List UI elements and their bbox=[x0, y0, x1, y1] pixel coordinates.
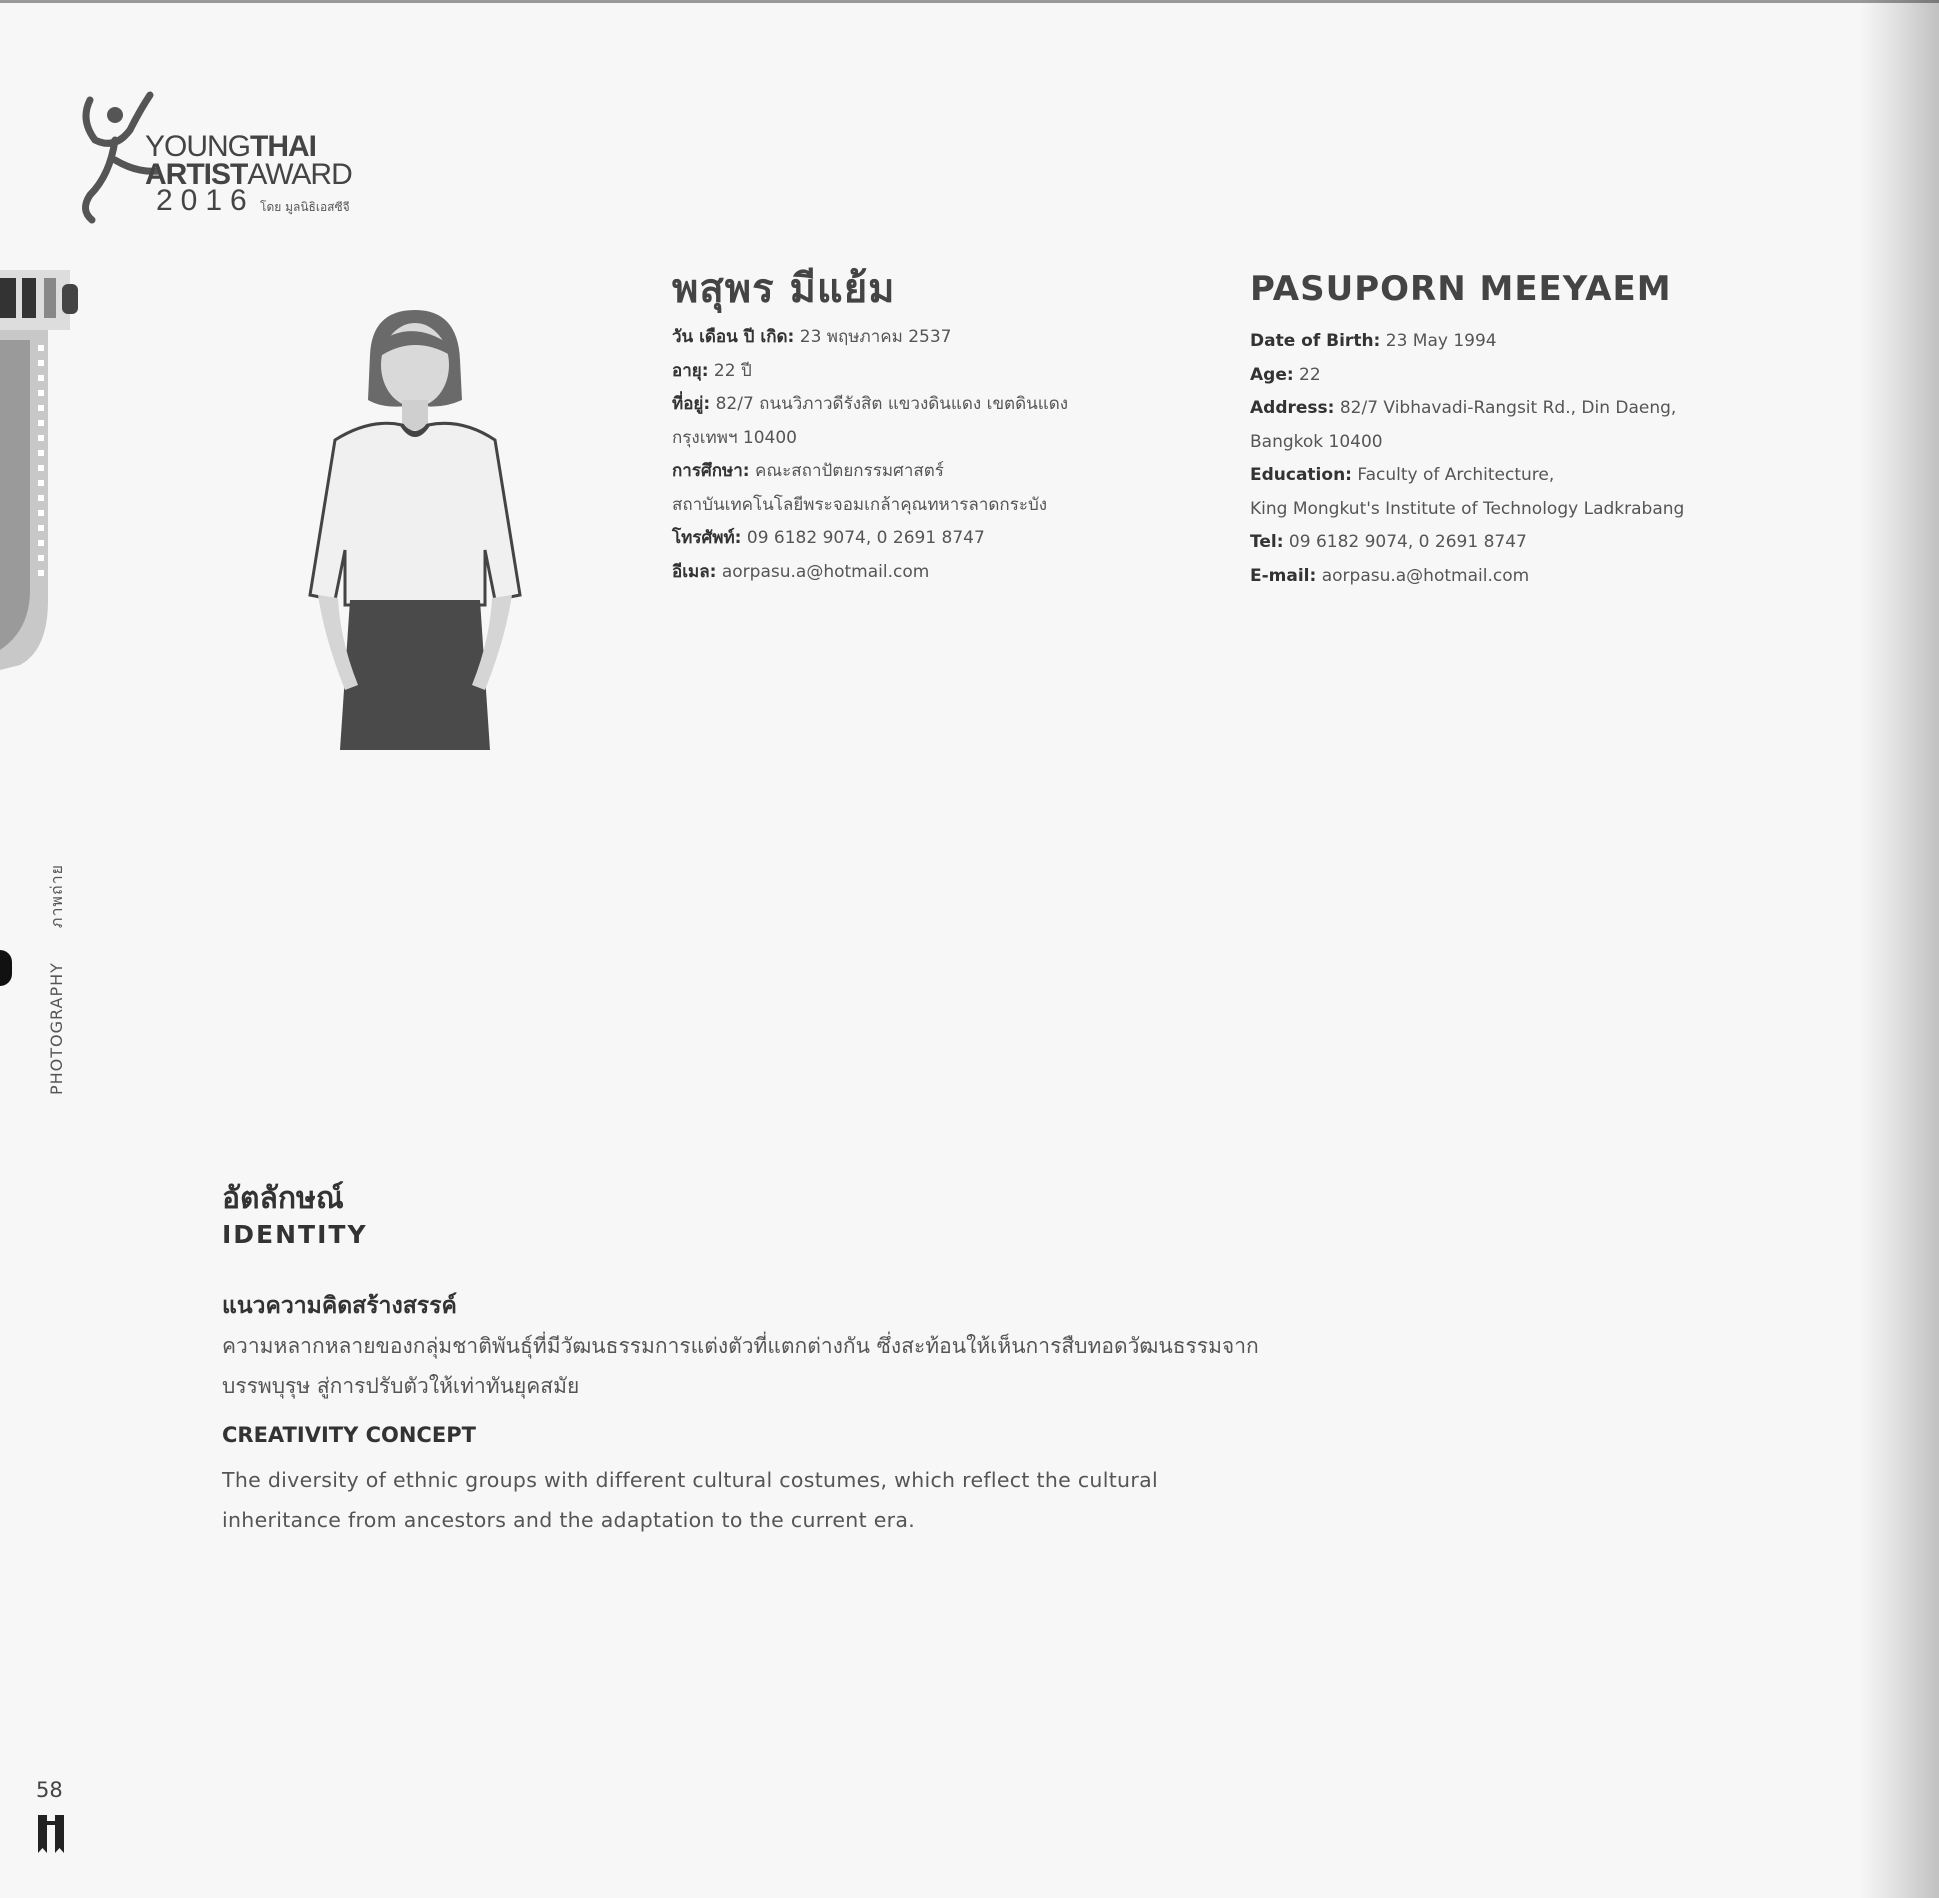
concept-body-thai: ความหลากหลายของกลุ่มชาติพันธุ์ที่มีวัฒนธรรมการแต่งตัวที่แตกต่างกัน ซึ่งสะท้อนให้เห็นการสืบทอดวัฒนธรรมจากบรรพบุรุษ สู่การปรับตัวให้เท่าทันยุคสมัย bbox=[222, 1334, 1259, 1398]
info-line-email: อีเมล: aorpasu.a@hotmail.com bbox=[672, 561, 930, 582]
top-edge-line bbox=[0, 0, 1939, 3]
logo-artist-award: ARTISTAWARD bbox=[145, 158, 352, 191]
info-line: โทรศัพท์: 09 6182 9074, 0 2691 8747 bbox=[672, 528, 985, 548]
identity-title-english: IDENTITY bbox=[222, 1220, 368, 1249]
artist-name-english: PASUPORN MEEYAEM bbox=[1250, 269, 1672, 309]
logo-young-thai: YOUNGTHAI bbox=[145, 130, 317, 163]
concept-title-thai: แนวความคิดสร้างสรรค์ bbox=[222, 1293, 457, 1319]
page-gutter-shadow bbox=[1859, 0, 1939, 1898]
page-number: 58 bbox=[36, 1778, 63, 1802]
identity-title-thai: อัตลักษณ์ bbox=[222, 1181, 344, 1216]
info-line: Address: 82/7 Vibhavadi-Rangsit Rd., Din Daeng, bbox=[1250, 398, 1677, 418]
info-line-email: E-mail: aorpasu.a@hotmail.com bbox=[1250, 565, 1530, 586]
info-line: ที่อยู่: 82/7 ถนนวิภาวดีรังสิต แขวงดินแดง เขตดินแดง bbox=[672, 394, 1069, 414]
filmstrip-decoration bbox=[0, 270, 80, 670]
concept-title-english: CREATIVITY CONCEPT bbox=[222, 1423, 476, 1447]
identity-section bbox=[222, 1180, 1282, 1540]
edge-tab-decoration bbox=[0, 950, 12, 986]
info-line: King Mongkut's Institute of Technology Ladkrabang bbox=[1250, 498, 1685, 519]
info-line: Tel: 09 6182 9074, 0 2691 8747 bbox=[1250, 532, 1527, 552]
bookmark-icon bbox=[38, 1815, 64, 1853]
info-line: กรุงเทพฯ 10400 bbox=[672, 427, 797, 448]
artist-info-english bbox=[1250, 265, 1810, 593]
logo-year: 2016 bbox=[156, 184, 255, 217]
info-line: Education: Faculty of Architecture, bbox=[1250, 465, 1555, 485]
info-line: Date of Birth: 23 May 1994 bbox=[1250, 331, 1497, 351]
info-line: Bangkok 10400 bbox=[1250, 431, 1383, 452]
info-line: การศึกษา: คณะสถาปัตยกรรมศาสตร์ bbox=[672, 461, 944, 481]
info-line: อายุ: 22 ปี bbox=[672, 360, 752, 381]
artist-info-thai bbox=[672, 265, 1232, 589]
info-line: Age: 22 bbox=[1250, 364, 1321, 385]
artist-portrait-photo bbox=[290, 300, 540, 750]
info-line: สถาบันเทคโนโลยีพระจอมเกล้าคุณทหารลาดกระบัง bbox=[672, 494, 1048, 515]
logo-by-scg: โดย มูลนิธิเอสซีจี bbox=[260, 200, 350, 214]
info-line: วัน เดือน ปี เกิด: 23 พฤษภาคม 2537 bbox=[672, 327, 952, 347]
young-thai-artist-award-logo bbox=[70, 80, 370, 230]
concept-body-english: The diversity of ethnic groups with different cultural costumes, which reflect the cultural inheritance from ancestors and the adaptation to the current era. bbox=[222, 1468, 1158, 1532]
artist-name-thai: พสุพร มีแย้ม bbox=[672, 266, 896, 312]
section-label-vertical: PHOTOGRAPHYภาพถ่าย bbox=[47, 863, 66, 1095]
